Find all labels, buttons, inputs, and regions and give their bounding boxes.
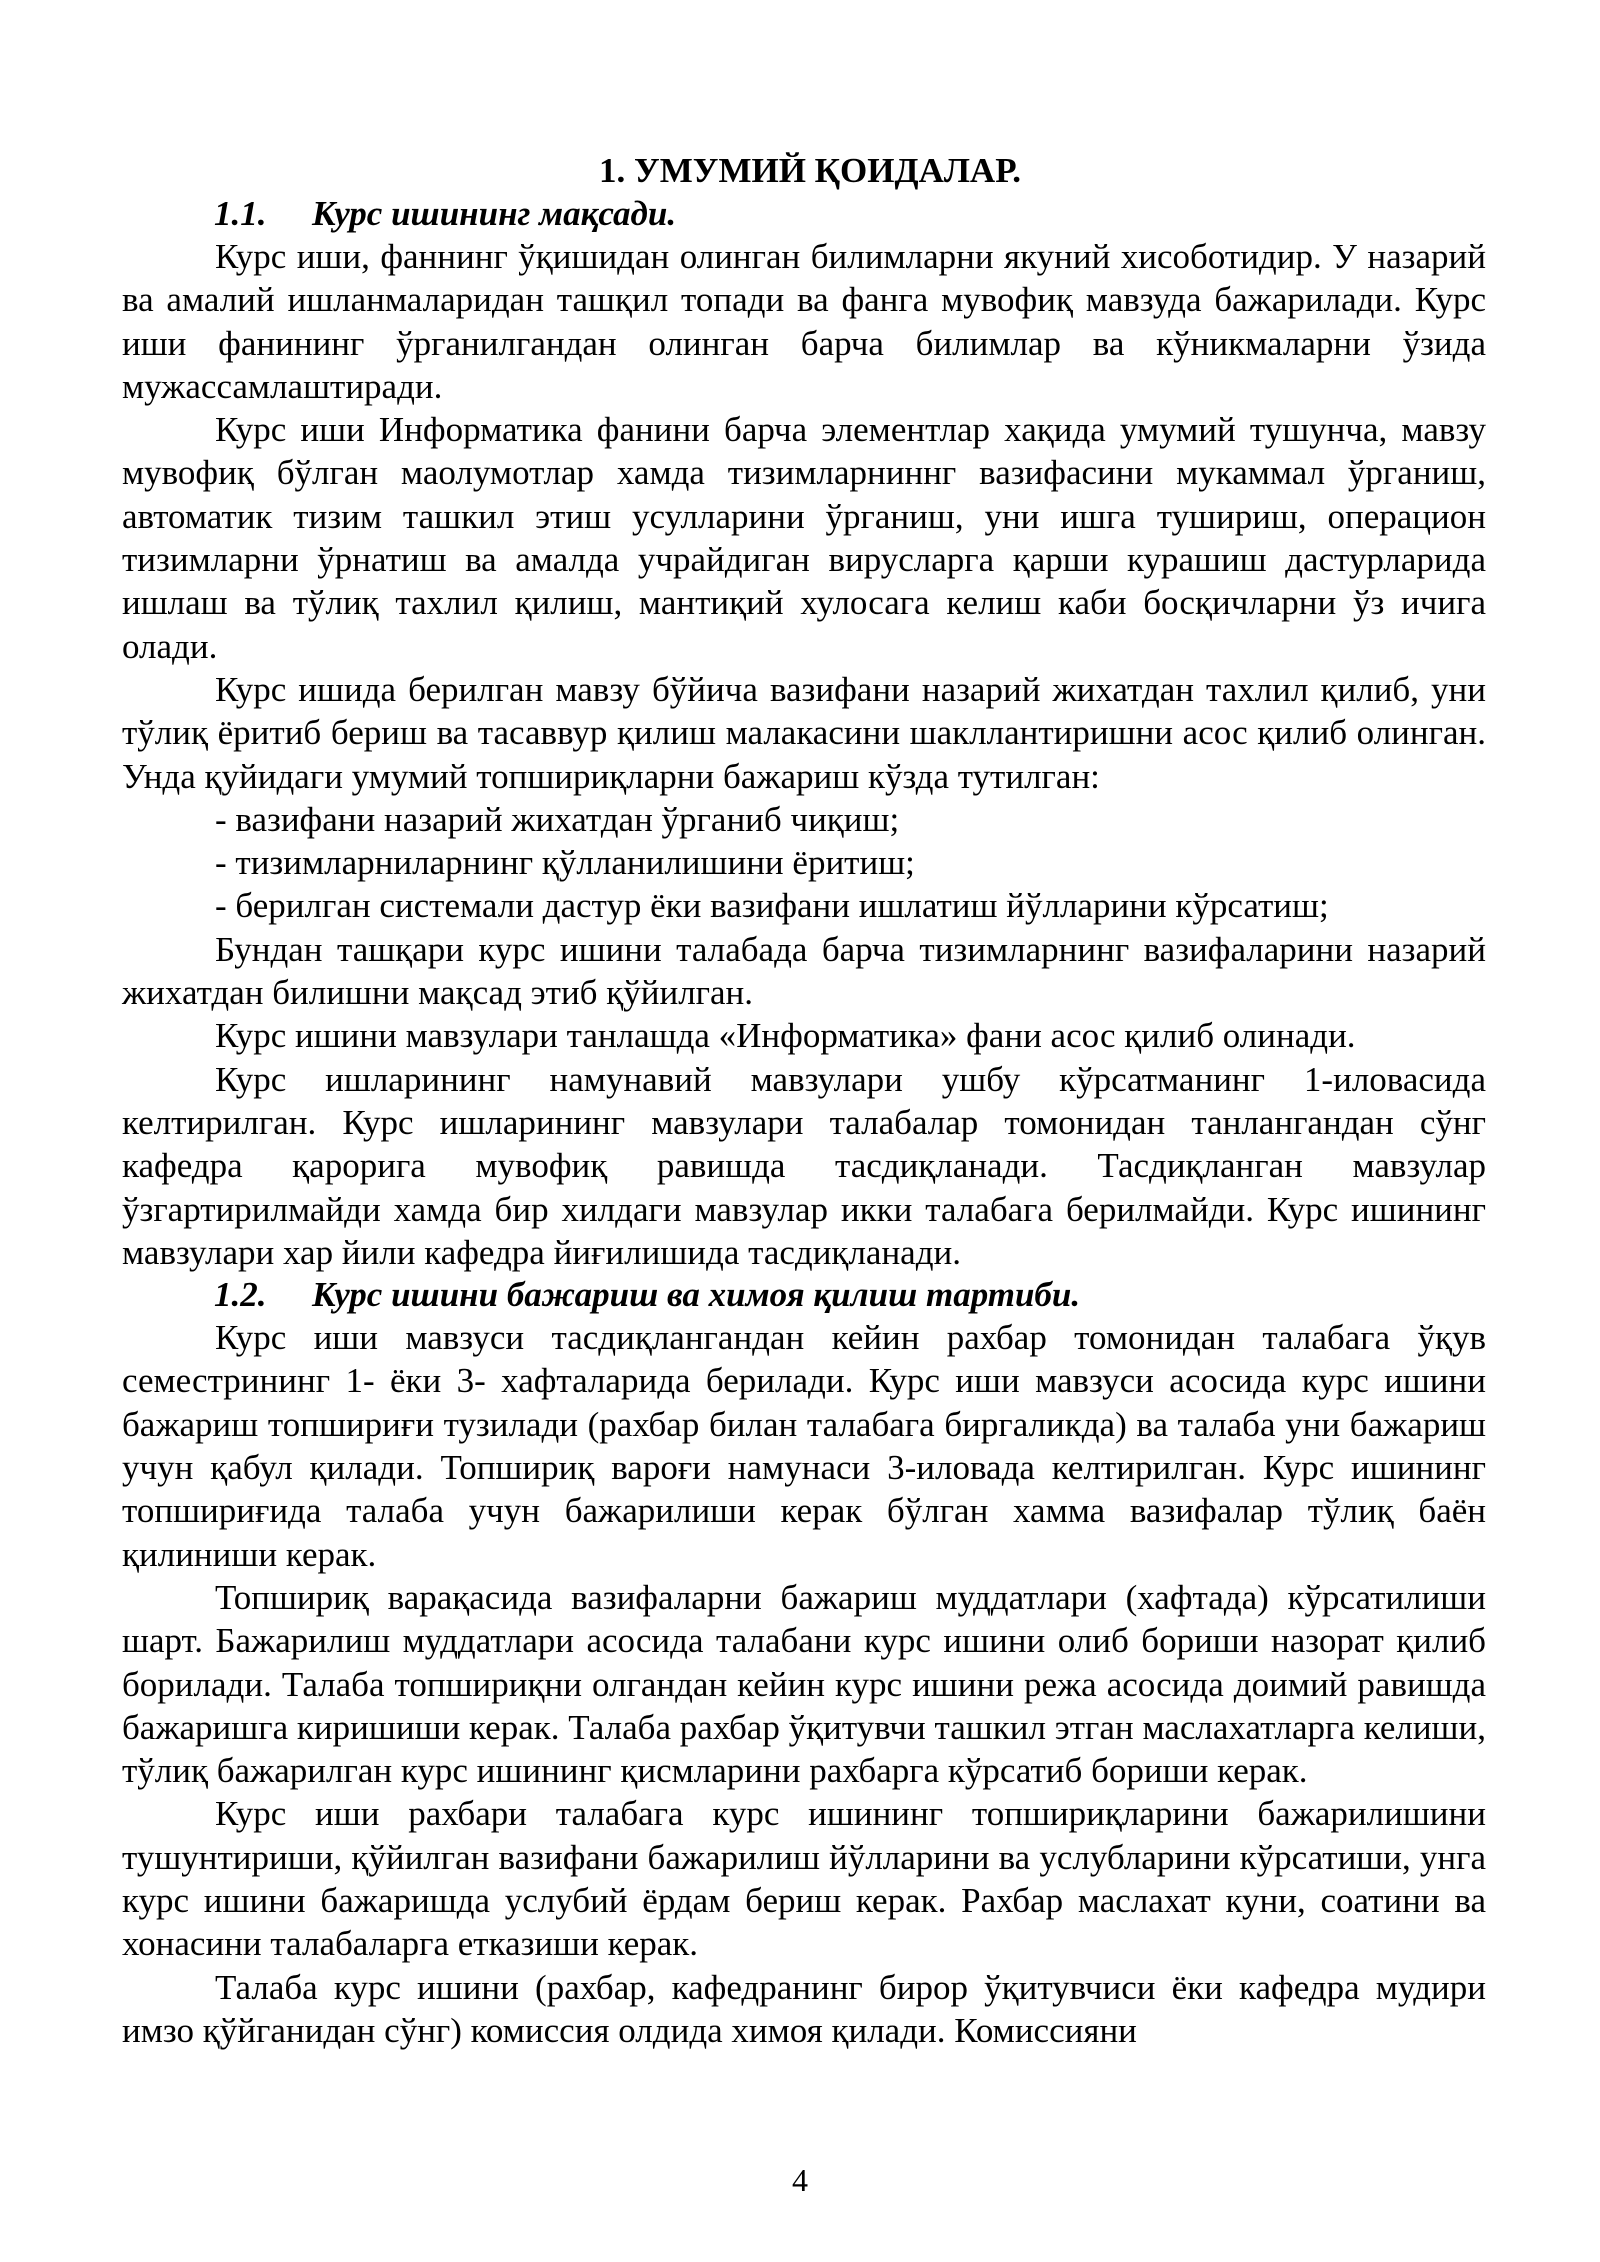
paragraph: Курс иши, фаннинг ўқишидан олинган билимларни якуний хисоботидир. У назарий ва амалий ишланмаларидан ташқил топади ва фанга мувофиқ мавзуда бажарилади. Курс иши фанининг ўрганилгандан олинган барча билимлар ва кўникмаларни ўзида мужассамлаштиради.: [122, 237, 1486, 406]
document-page: [122, 148, 1486, 2052]
paragraph: Курс иши Информатика фанини барча элементлар хақида умумий тушунча, мавзу мувофиқ бўлган маолумотлар хамда тизимларниннг вазифасини мукаммал ўрганиш, автоматик тизим ташкил этиш усулларини ўрганиш, уни ишга тушириш, операцион тизимларни ўрнатиш ва амалда учрайдиган вирусларга қарши курашиш дастурларида ишлаш ва тўлиқ тахлил қилиш, мантиқий хулосага келиш каби босқичларни ўз ичига олади.: [122, 410, 1486, 666]
subsection-title: Курс ишининг мақсади.: [312, 194, 677, 233]
subsection-heading-1: [122, 193, 1486, 235]
page-number: 4: [792, 2162, 808, 2198]
paragraph: Топшириқ варақасида вазифаларни бажариш муддатлари (хафтада) кўрсатилиши шарт. Бажарилиш муддатлари асосида талабани курс ишини олиб бориши назорат қилиб борилади. Талаба топшириқни олгандан кейин курс ишини режа асосида доимий равишда бажаришга киришиши керак. Талаба рахбар ўқитувчи ташкил этган маслахатларга келиши, тўлиқ бажарилган курс ишининг қисмларини рахбарга кўрсатиб бориши керак.: [122, 1577, 1486, 1791]
paragraph: Бундан ташқари курс ишини талабада барча тизимларнинг вазифаларини назарий жихатдан билишни мақсад этиб қўйилган.: [122, 929, 1486, 1013]
subsection-number: 1.1.: [214, 194, 267, 233]
paragraph: Курс иши мавзуси тасдиқлангандан кейин рахбар томонидан талабага ўқув семестрининг 1- ёки 3- хафталарида берилади. Курс иши мавзуси асосида курс ишини бажариш топшириғи тузилади (рахбар билан талабага биргаликда) ва талаба уни бажариш учун қабул қилади. Топшириқ вароғи намунаси 3-иловада келтирилган. Курс ишининг топшириғида талаба учун бажарилиши керак бўлган хамма вазифалар тўлиқ баён қилиниши керак.: [122, 1318, 1486, 1574]
subsection-heading-2: [122, 1274, 1486, 1316]
section-title: 1. УМУМИЙ ҚОИДАЛАР.: [599, 151, 1021, 190]
list-item: - берилган системали дастур ёки вазифани ишлатиш йўлларини кўрсатиш;: [215, 886, 1329, 926]
paragraph: Курс иши рахбари талабага курс ишининг топшириқларини бажарилишини тушунтириши, қўйилган вазифани бажарилиш йўлларини ва услубларини кўрсатиши, унга курс ишини бажаришда услубий ёрдам бериш керак. Рахбар маслахат куни, соатини ва хонасини талабаларга етказиши керак.: [122, 1794, 1486, 1964]
paragraph: Курс ишини мавзулари танлашда «Информатика» фани асос қилиб олинади.: [215, 1016, 1356, 1056]
list-item: - тизимларниларнинг қўлланилишини ёритиш;: [215, 843, 915, 883]
paragraph: Курс ишларининг намунавий мавзулари ушбу кўрсатманинг 1-иловасида келтирилган. Курс ишларининг мавзулари талабалар томонидан танлангандан сўнг кафедра қарорига мувофиқ равишда тасдиқланади. Тасдиқланган мавзулар ўзгартирилмайди хамда бир хилдаги мавзулар икки талабага берилмайди. Курс ишининг мавзулари хар йили кафедра йиғилишида тасдиқланади.: [122, 1059, 1486, 1272]
paragraph: Талаба курс ишини (рахбар, кафедранинг бирор ўқитувчиси ёки кафедра мудири имзо қўйганидан сўнг) комиссия олдида химоя қилади. Комиссияни: [122, 1967, 1486, 2050]
subsection-title: Курс ишини бажариш ва химоя қилиш тартиби.: [312, 1275, 1081, 1315]
paragraph: Курс ишида берилган мавзу бўйича вазифани назарий жихатдан тахлил қилиб, уни тўлиқ ёритиб бериш ва тасаввур қилиш малакасини шакллантиришни асос қилиб олинган. Унда қуйидаги умумий топшириқларни бажариш кўзда тутилган:: [122, 669, 1486, 796]
subsection-number: 1.2.: [214, 1275, 267, 1315]
list-item: - вазифани назарий жихатдан ўрганиб чиқиш;: [215, 799, 900, 839]
